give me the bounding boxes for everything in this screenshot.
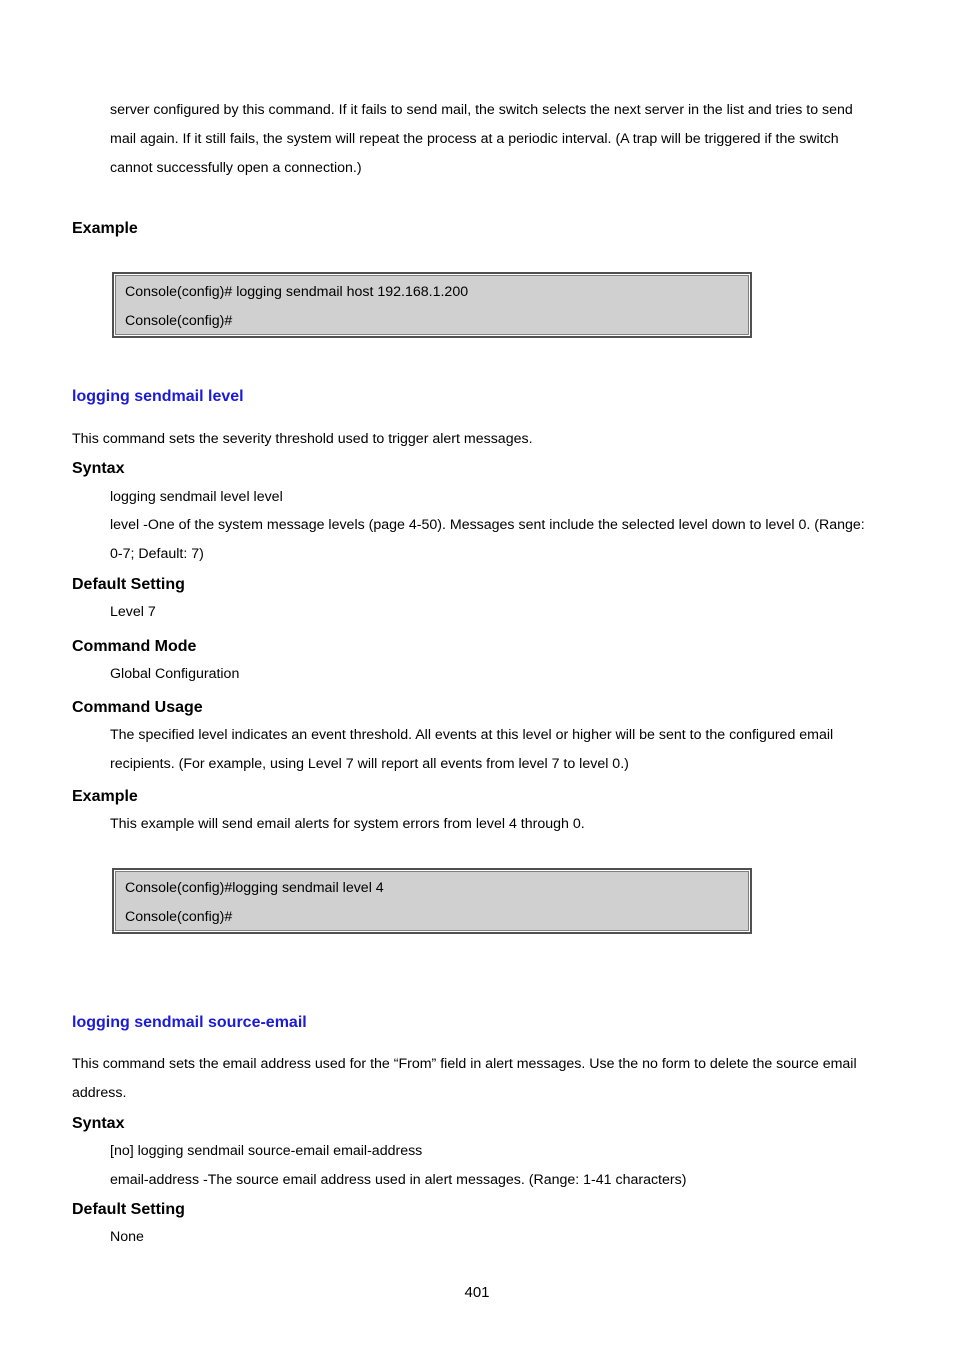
intro-line-1: server configured by this command. If it fails to send mail, the switch selects the next server in the list and tries to send	[110, 102, 853, 118]
default-setting-heading: Default Setting	[72, 1201, 185, 1218]
console-example-1	[112, 272, 752, 338]
usage-line-2: recipients. (For example, using Level 7 will report all events from level 7 to level 0.)	[110, 756, 629, 772]
syntax-line-3: 0-7; Default: 7)	[110, 546, 204, 562]
console-line-2: Console(config)#	[125, 909, 233, 925]
syntax-line-1: [no] logging sendmail source-email email-address	[110, 1143, 423, 1159]
command-usage-heading: Command Usage	[72, 699, 203, 716]
source-description-line-1: This command sets the email address used for the “From” field in alert messages. Use the no form to delete the source email	[72, 1056, 857, 1072]
intro-line-2: mail again. If it still fails, the system will repeat the process at a periodic interval. (A trap will be triggered if the switch	[110, 131, 839, 147]
section-title-source-email: logging sendmail source-email	[72, 1014, 307, 1031]
usage-line-1: The specified level indicates an event threshold. All events at this level or higher will be sent to the configured email	[110, 727, 834, 743]
intro-line-3: cannot successfully open a connection.)	[110, 160, 362, 176]
source-description-line-2: address.	[72, 1085, 127, 1101]
console-line-1: Console(config)#logging sendmail level 4	[125, 880, 384, 896]
console-line-2: Console(config)#	[125, 313, 233, 329]
example-text: This example will send email alerts for system errors from level 4 through 0.	[110, 816, 585, 832]
console-example-2	[112, 868, 752, 934]
syntax-heading: Syntax	[72, 1115, 125, 1132]
example-heading: Example	[72, 788, 138, 805]
default-setting-value: Level 7	[110, 604, 156, 620]
console-line-1: Console(config)# logging sendmail host 192.168.1.200	[125, 284, 469, 300]
level-description: This command sets the severity threshold used to trigger alert messages.	[72, 431, 533, 447]
section-title-level: logging sendmail level	[72, 388, 244, 405]
example-heading: Example	[72, 220, 138, 237]
command-mode-heading: Command Mode	[72, 638, 197, 655]
page-number: 401	[464, 1284, 490, 1301]
command-mode-value: Global Configuration	[110, 666, 240, 682]
syntax-heading: Syntax	[72, 460, 125, 477]
syntax-line-1: logging sendmail level level	[110, 489, 283, 505]
syntax-line-2: email-address -The source email address used in alert messages. (Range: 1-41 characters)	[110, 1172, 687, 1188]
syntax-line-2: level -One of the system message levels (page 4-50). Messages sent include the selected level down to level 0. (Range:	[110, 517, 865, 533]
default-setting-heading: Default Setting	[72, 576, 185, 593]
default-setting-value: None	[110, 1229, 144, 1245]
